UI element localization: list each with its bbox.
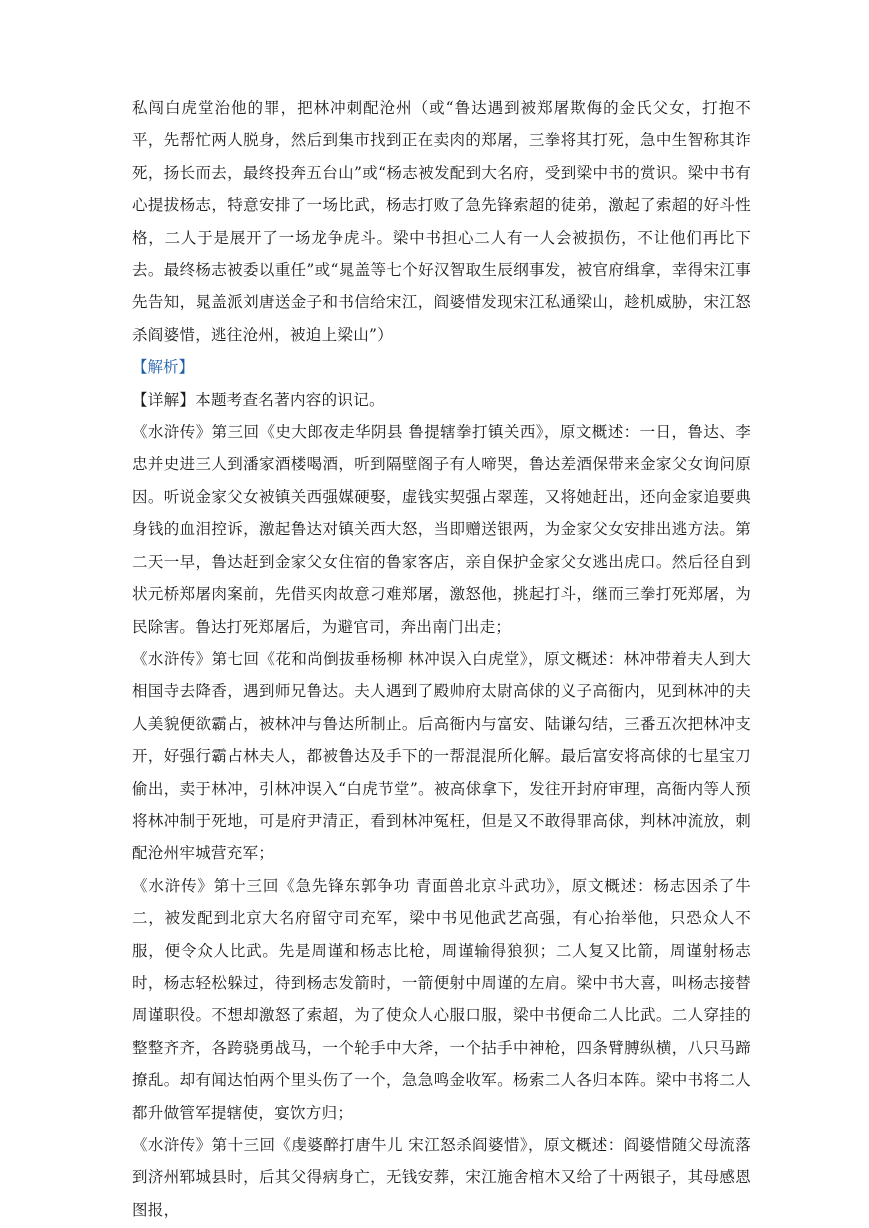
analysis-heading: 【解析】 [132, 358, 195, 377]
paragraph-detail-intro: 【详解】本题考查名著内容的识记。 [132, 390, 385, 409]
paragraph-chapter-13-songjiang: 《水浒传》第十三回《虔婆醉打唐牛儿 宋江怒杀阎婆惜》，原文概述：阎婆惜随父母流落到济州郓城县时，后其父得病身亡，无钱安葬，宋江施舍棺木又给了十两银子，其母感恩图报， [132, 1136, 751, 1219]
paragraph-chapter-3: 《水浒传》第三回《史大郎夜走华阴县 鲁提辖拳打镇关西》，原文概述：一日，鲁达、李忠并史进三人到潘家酒楼喝酒，听到隔壁阁子有人啼哭，鲁达差酒保带来金家父女询问原因。听说金家父女被镇关西强媒硬娶，虚钱实契强占翠莲，又将她赶出，还向金家追要典身钱的血泪控诉，激起鲁达对镇关西大怒，当即赠送银两，为金家父女安排出逃方法。第二天一早，鲁达赶到金家父女住宿的鲁家客店，亲自保护金家父女逃出虎口。然后径自到状元桥郑屠肉案前，先借买肉故意刁难郑屠，激怒他，挑起打斗，继而三拳打死郑屠，为民除害。鲁达打死郑屠后，为避官司，奔出南门出走； [132, 423, 751, 636]
paragraph-chapter-13-yangzhi: 《水浒传》第十三回《急先锋东郭争功 青面兽北京斗武功》，原文概述：杨志因杀了牛二，被发配到北京大名府留守司充军，梁中书见他武艺高强，有心抬举他，只恐众人不服，便令众人比武。先是周谨和杨志比枪，周谨输得狼狈；二人复又比箭，周谨射杨志时，杨志轻松躲过，待到杨志发箭时，一箭便射中周谨的左肩。梁中书大喜，叫杨志接替周谨职役。不想却激怒了索超，为了使众人心服口服，梁中书便命二人比武。二人穿挂的整整齐齐，各跨骁勇战马，一个轮手中大斧，一个拈手中神枪，四条臂膊纵横，八只马蹄撩乱。却有闻达怕两个里头伤了一个，急急鸣金收军。杨索二人各归本阵。梁中书将二人都升做管军提辖使，宴饮方归； [132, 876, 751, 1122]
paragraph-answer-continuation: 私闯白虎堂治他的罪，把林冲刺配沧州（或“鲁达遇到被郑屠欺侮的金氏父女，打抱不平，先帮忙两人脱身，然后到集市找到正在卖肉的郑屠，三拳将其打死，急中生智称其诈死，扬长而去，最终投奔五台山”或“杨志被发配到大名府，受到梁中书的赏识。梁中书有心提拔杨志，特意安排了一场比武，杨志打败了急先锋索超的徒弟，激起了索超的好斗性格，二人于是展开了一场龙争虎斗。梁中书担心二人有一人会被损伤，不让他们再比下去。最终杨志被委以重任”或“晁盖等七个好汉智取生辰纲事发，被官府缉拿，幸得宋江事先告知，晁盖派刘唐送金子和书信给宋江，阎婆惜发现宋江私通梁山，趁机威胁，宋江怒杀阎婆惜，逃往沧州，被迫上梁山”） [132, 99, 751, 344]
paragraph-chapter-7: 《水浒传》第七回《花和尚倒拔垂杨柳 林冲误入白虎堂》，原文概述：林冲带着夫人到大相国寺去降香，遇到师兄鲁达。夫人遇到了殿帅府太尉高俅的义子高衙内，见到林冲的夫人美貌便欲霸占，被林冲与鲁达所制止。后高衙内与富安、陆谦勾结，三番五次把林冲支开，好强行霸占林夫人，都被鲁达及手下的一帮混混所化解。最后富安将高俅的七星宝刀偷出，卖于林冲，引林冲误入“白虎节堂”。被高俅拿下，发往开封府审理，高衙内等人预将林冲制于死地，可是府尹清正，看到林冲冤枉，但是又不敢得罪高俅，判林冲流放，刺配沧州牢城营充军； [132, 649, 751, 863]
